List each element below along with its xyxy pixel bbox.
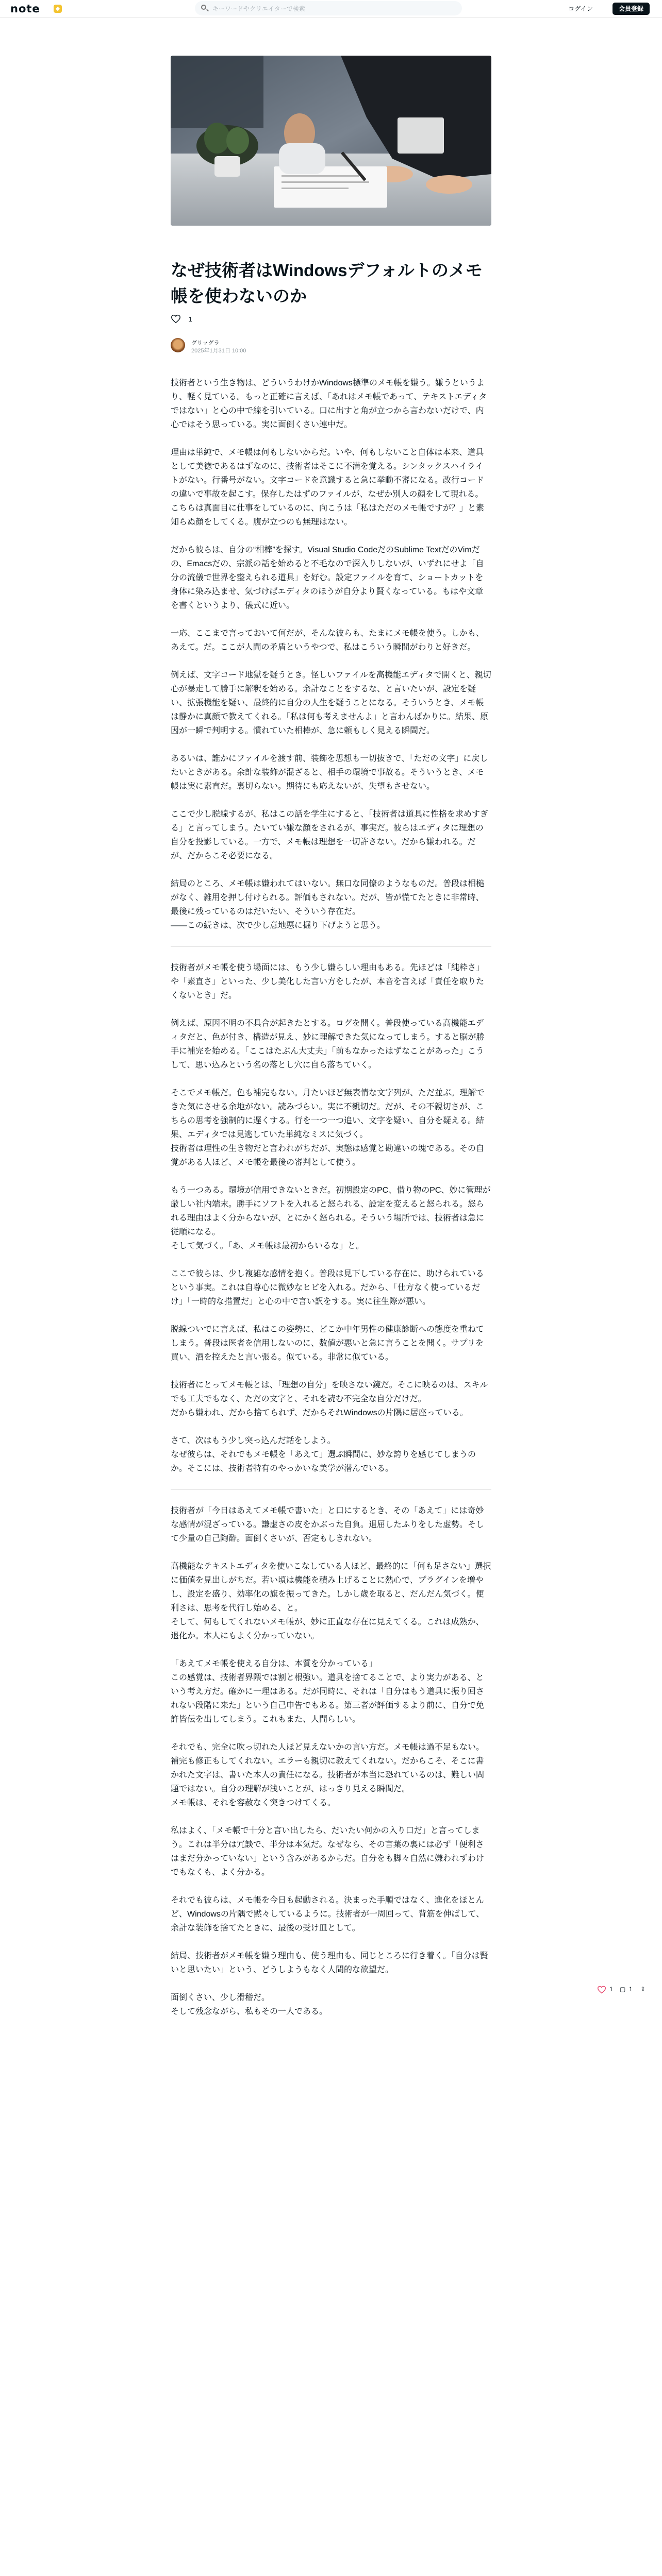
search-icon (201, 5, 206, 10)
login-button[interactable]: ログイン (568, 5, 593, 12)
badge-icon: ◆ (54, 5, 62, 13)
article-paragraph: 結局、技術者がメモ帳を嫌う理由も、使う理由も、同じところに行き着く。「自分は賢いと思いたい」という、どうしようもなく人間的な欲望だ。 (171, 1952, 488, 1974)
side-share-icon[interactable]: ⇪ (640, 1986, 646, 1993)
author-name[interactable]: グリッグラ (191, 340, 220, 346)
hero-illustration (171, 56, 491, 226)
floating-actions (597, 1982, 654, 1998)
side-comment-count: 1 (629, 1986, 633, 1993)
side-heart-icon[interactable] (597, 1986, 606, 1994)
article-paragraph: 技術者という生き物は、どういうわけかWindows標準のメモ帳を嫌う。嫌うというより、軽く見ている。もっと正確に言えば、「あれはメモ帳であって、テキストエディタではない」と心の中で線を引いている。口に出すと角が立つから言わないだけで、内心ではそう思っている。実に面倒くさい連中だ。 (171, 379, 487, 429)
like-row (171, 314, 192, 326)
article-paragraph: 理由は単純で、メモ帳は何もしないからだ。いや、何もしないこと自体は本来、道具として美徳であるはずなのに、技術者はそこに不満を覚える。シンタックスハイライトがない。行番号がない。文字コードを意識すると急に挙動不審になる。改行コードの違いで事故を起こす。保存したはずのファイルが、なぜか別人の顔をして現れる。こちらは真面目に仕事をしているのに、向こうは「私はただのメモ帳ですが？」と素知らぬ顔をしてくる。腹が立つのも無理はない。 (171, 448, 485, 527)
article-paragraph: 私はよく、「メモ帳で十分と言い出したら、だいたい何かの入り口だ」と言ってしまう。これは半分は冗談で、半分は本気だ。なぜなら、その言葉の裏には必ず「便利さはまだ分かっていない」という含みがあるからだ。自分をも脚々自然に嫌われずわけでもなくも、よく分かる。 (171, 1826, 485, 1877)
article-paragraph: 「あえてメモ帳を使える自分は、本質を分かっている」 この感覚は、技術者界隈では割と根強い。道具を捨てることで、より実力がある、という考え方だ。確かに一理はある。だが同時に、それは「自分はもう道具に振り回されない段階に来た」という自己申告でもある。第三者が評価するより前に、自分で免許皆伝を出してしまう。これもまた、人間らしい。 (171, 1659, 485, 1724)
article-paragraph: 脱線ついでに言えば、私はこの姿勢に、どこか中年男性の健康診断への態度を重ねてしまう。普段は医者を信用しないのに、数値が悪いと急に言うことを聞く。サプリを買い、酒を控えたと言い張る。似ている。非常に似ている。 (171, 1325, 484, 1362)
article-paragraph: 例えば、原因不明の不具合が起きたとする。ログを開く。普段使っている高機能エディタだと、色が付き、構造が見え、妙に理解できた気になってしまう。すると脳が勝手に補完を始める。「ここはたぶん大丈夫」「前もなかったはずなことがあった」こうして、思い込みという名の落とし穴に自ら落ちていく。 (171, 1019, 485, 1070)
article-paragraph: 技術者にとってメモ帳とは、「理想の自分」を映さない鏡だ。そこに映るのは、スキルでも工夫でもなく、ただの文字と、それを読む不完全な自分だけだ。 だから嫌われ、だから捨てられず、だからそれWindowsの片隅に居座っている。 (171, 1381, 488, 1417)
article-title: なぜ技術者はWindowsデフォルトのメモ帳を使わないのか (171, 261, 483, 306)
article-body (171, 376, 491, 2032)
article-paragraph: それでも彼らは、メモ帳を今日も起動される。決まった手順ではなく、進化をほとんど、Windowsの片隅で黙々しているように。技術者が一周回って、背筋を伸ばして、余計な装飾を捨てたときに、最後の受け皿として。 (171, 1896, 485, 1933)
article-paragraph: だから彼らは、自分の“相棒”を探す。Visual Studio CodeだのSublime TextだのVimだの、Emacsだの、宗派の話を始めると不毛なので深入りしないが、いずれにせよ「自分の流儀で世界を整えられる道具」を好む。設定ファイルを育て、ショートカットを身体に染み込ませ、気づけばエディタのほうが自分より賢くなっている。もはや文章を書くというより、儀式に近い。 (171, 546, 484, 610)
article-paragraph: あるいは、誰かにファイルを渡す前、装飾を思想も一切抜きで、「ただの文字」に戻したいときがある。余計な装飾が混ざると、相手の環境で事故る。そういうとき、メモ帳は実に素直だ。裏切らない。期待にも応えないが、失望もさせない。 (171, 754, 488, 791)
article-paragraph: ここで少し脱線するが、私はこの話を学生にすると、「技術者は道具に性格を求めすぎる」と言ってしまう。たいてい嫌な顔をされるが、事実だ。彼らはエディタに理想の自分を投影している。一方で、メモ帳は理想を一切許さない。だから嫌われる。だが、だからこそ必要になる。 (171, 810, 489, 860)
article-paragraph: 技術者がメモ帳を使う場面には、もう少し嫌らしい理由もある。先ほどは「純粋さ」や「素直さ」といった、少し美化した言い方をしたが、本音を言えば「責任を取りたくないとき」だ。 (171, 963, 485, 1000)
article-paragraph: それでも、完全に吹っ切れた人ほど見えないかの言い方だ。メモ帳は過不足もない。補完も修正もしてくれない。エラーも親切に教えてくれない。だからこそ、そこに書かれた文字は、書いた本人の責任になる。技術者が本当に恐れているのは、難しい問題ではない。自分の理解が浅いことが、はっきり見える瞬間だ。 メモ帳は、それを容赦なく突きつけてくる。 (171, 1743, 485, 1807)
article-paragraph: さて、次はもう少し突っ込んだ話をしよう。 なぜ彼らは、それでもメモ帳を「あえて」選ぶ瞬間に、妙な誇りを感じてしまうのか。そこには、技術者特有のやっかいな美学が潜んでいる。 (171, 1436, 476, 1473)
article-paragraph: もう一つある。環境が信用できないときだ。初期設定のPC、借り物のPC、妙に管理が厳しい社内端末。勝手にソフトを入れると怒られる、設定を変えると怒られる。怒られる理由はよく分からないが、とにかく怒られる。そういう場所では、技術者は急に従順になる。 そして気づく。「あ、メモ帳は最初からいるな」と。 (171, 1186, 491, 1250)
side-like-count: 1 (609, 1986, 613, 1993)
article-paragraph: ここで彼らは、少し複雑な感情を抱く。普段は見下している存在に、助けられているという事実。これは自尊心に微妙なヒビを入れる。だから、「仕方なく使っているだけ」「一時的な措置だ」と心の中で言い訳をする。実に往生際が悪い。 (171, 1269, 484, 1306)
like-count: 1 (188, 315, 192, 323)
search-input[interactable] (211, 1, 456, 16)
top-navigation-bar (0, 0, 662, 18)
heart-icon[interactable] (171, 314, 181, 324)
author-avatar[interactable] (171, 338, 185, 352)
section-divider (171, 946, 491, 947)
article-paragraph: そこでメモ帳だ。色も補完もない。月たいほど無表情な文字列が、ただ並ぶ。理解できた気にさせる余地がない。読みづらい。実に不親切だ。だが、その不親切さが、こちらの思考を強制的に遅くする。行を一つ一つ追い、文字を疑い、自分を疑える。結果、エディタでは見逃していた単純なミスに気づく。 技術者は理性の生き物だと言われがちだが、実態は感覚と勘違いの塊である。その自覚がある人ほど、メモ帳を最後の審判として使う。 (171, 1089, 485, 1167)
article-paragraph: 結局のところ、メモ帳は嫌われてはいない。無口な同僚のようなものだ。普段は相槌がなく、雑用を押し付けられる。評価もされない。だが、皆が慌てたときに非常時、最後に残っているのはだいたい、そういう存在だ。 ――この続きは、次で少し意地悪に掘り下げようと思う。 (171, 879, 485, 930)
search-bar[interactable] (195, 1, 462, 15)
section-divider (171, 1489, 491, 1490)
post-date: 2025年1月31日 10:00 (191, 348, 246, 354)
article-paragraph: 高機能なテキストエディタを使いこなしている人ほど、最終的に「何も足さない」選択に価値を見出しがちだ。若い頃は機能を積み上げることに熱心で、プラグインを増やし、設定を盛り、効率化の旗を振ってきた。しかし歳を取ると、だんだん気づく。便利さは、思考を代行し始める、と。 そして、何もしてくれないメモ帳が、妙に正直な存在に見えてくる。これは成熟か、退化か。本人にもよく分かっていない。 (171, 1562, 491, 1640)
note-logo[interactable]: note (10, 3, 40, 15)
article-paragraph: 技術者が「今日はあえてメモ帳で書いた」と口にするとき、その「あえて」には奇妙な感情が混ざっている。謙虚さの皮をかぶった自負。退屈したふりをした虚勢。そして少量の自己陶酔。面倒くさいが、否定もしきれない。 (171, 1506, 485, 1543)
signup-button[interactable]: 会員登録 (613, 3, 650, 15)
article-paragraph: 面倒くさい、少し滑稽だ。 そして残念ながら、私もその一人である。 (171, 1993, 328, 2016)
article-paragraph: 例えば、文字コード地獄を疑うとき。怪しいファイルを高機能エディタで開くと、親切心が暴走して勝手に解釈を始める。余計なことをするな、と言いたいが、設定を疑い、拡張機能を疑い、最終的に自分の人生を疑うことになる。そういうとき、メモ帳は静かに真顔で教えてくれる。「私は何も考えませんよ」と言わんばかりに。結果、原因が一瞬で判明する。慣れていた相棒が、急に頼もしく見える瞬間だ。 (171, 671, 491, 735)
article-hero-image (171, 56, 491, 226)
article-paragraph: 一応、ここまで言っておいて何だが、そんな彼らも、たまにメモ帳を使う。しかも、あえて。だ。ここが人間の矛盾というやつで、私はこういう瞬間がわりと好きだ。 (171, 629, 485, 652)
side-comment-icon[interactable]: ▢ (620, 1986, 626, 1993)
